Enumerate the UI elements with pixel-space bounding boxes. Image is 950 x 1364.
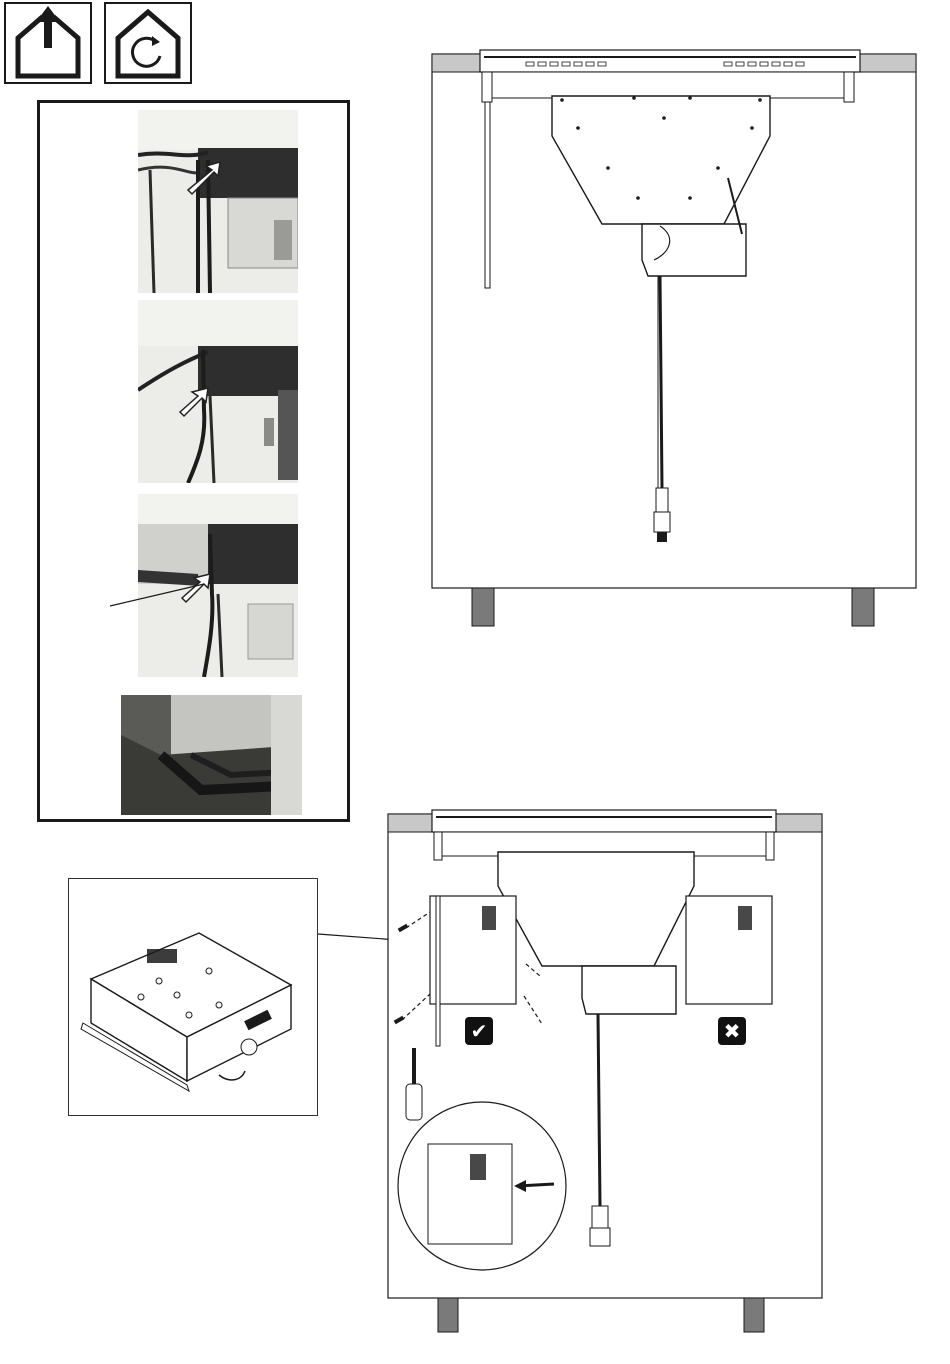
house-reset-icon [106, 4, 190, 82]
reset-icon-box [104, 2, 192, 84]
cabinet-diagram-top [428, 48, 920, 630]
cabinet-diagram-bottom [386, 806, 826, 1336]
cross-icon: ✖ [723, 1019, 741, 1043]
photo-step-2 [138, 300, 298, 483]
photo-step-4 [121, 695, 302, 815]
wrong-badge [718, 1017, 746, 1045]
upload-icon-box [4, 2, 92, 84]
controller-inset [68, 878, 318, 1116]
leader-line [108, 580, 208, 610]
checkmark-icon: ✔ [470, 1019, 488, 1043]
upload-to-house-icon [6, 4, 90, 82]
photo-step-1 [138, 110, 298, 293]
correct-badge [465, 1017, 493, 1045]
controller-box-illustration [69, 879, 317, 1115]
